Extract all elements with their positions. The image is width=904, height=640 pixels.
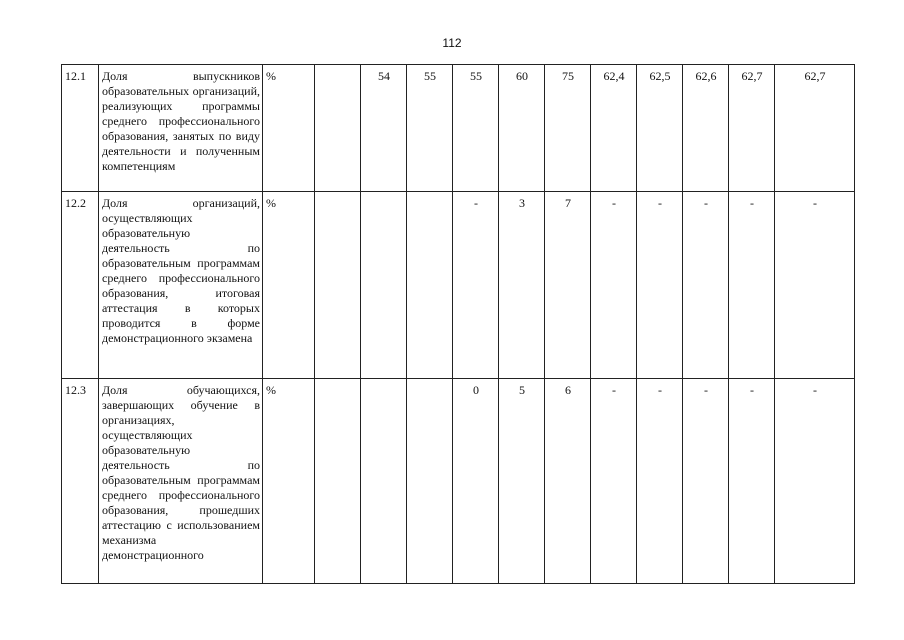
value-cell: - xyxy=(729,379,775,584)
row-number: 12.3 xyxy=(62,379,99,584)
indicator-description: Доля обучающихся, завершающих обучение в организациях, осуществляющих образовательную деятельность по образовательным программам среднего профессионального образования, прошедших аттестацию с использованием механизма демонстрационного xyxy=(99,379,263,584)
value-cell: 55 xyxy=(407,65,453,192)
value-cell xyxy=(407,379,453,584)
unit-cell: % xyxy=(263,65,315,192)
value-cell xyxy=(315,192,361,379)
value-cell: 0 xyxy=(453,379,499,584)
value-cell: 55 xyxy=(453,65,499,192)
value-cell: 75 xyxy=(545,65,591,192)
indicator-description: Доля выпускников образовательных организаций, реализующих программы среднего профессионального образования, занятых по виду деятельности и полученным компетенциям xyxy=(99,65,263,192)
value-cell: 60 xyxy=(499,65,545,192)
table-row xyxy=(62,379,855,584)
value-cell xyxy=(361,379,407,584)
value-cell: - xyxy=(683,379,729,584)
value-cell: - xyxy=(591,379,637,584)
value-cell: - xyxy=(683,192,729,379)
value-cell: 7 xyxy=(545,192,591,379)
value-cell: 3 xyxy=(499,192,545,379)
table-row xyxy=(62,192,855,379)
value-cell: 6 xyxy=(545,379,591,584)
value-cell: 62,4 xyxy=(591,65,637,192)
value-cell: - xyxy=(729,192,775,379)
value-cell: - xyxy=(775,379,855,584)
value-cell: 62,7 xyxy=(729,65,775,192)
value-cell: 62,6 xyxy=(683,65,729,192)
value-cell: 62,5 xyxy=(637,65,683,192)
value-cell xyxy=(315,379,361,584)
row-number: 12.1 xyxy=(62,65,99,192)
indicator-description: Доля организаций, осуществляющих образовательную деятельность по образовательным программам среднего профессионального образования, итоговая аттестация в которых проводится в форме демонстрационного экзамена xyxy=(99,192,263,379)
value-cell xyxy=(407,192,453,379)
value-cell: - xyxy=(637,192,683,379)
value-cell: - xyxy=(775,192,855,379)
unit-cell: % xyxy=(263,192,315,379)
row-number: 12.2 xyxy=(62,192,99,379)
value-cell: 62,7 xyxy=(775,65,855,192)
value-cell: - xyxy=(453,192,499,379)
table-row xyxy=(62,65,855,192)
indicators-table xyxy=(61,64,855,584)
value-cell: - xyxy=(637,379,683,584)
value-cell: 5 xyxy=(499,379,545,584)
value-cell: - xyxy=(591,192,637,379)
unit-cell: % xyxy=(263,379,315,584)
value-cell xyxy=(361,192,407,379)
value-cell: 54 xyxy=(361,65,407,192)
value-cell xyxy=(315,65,361,192)
page-number: 112 xyxy=(442,36,462,50)
